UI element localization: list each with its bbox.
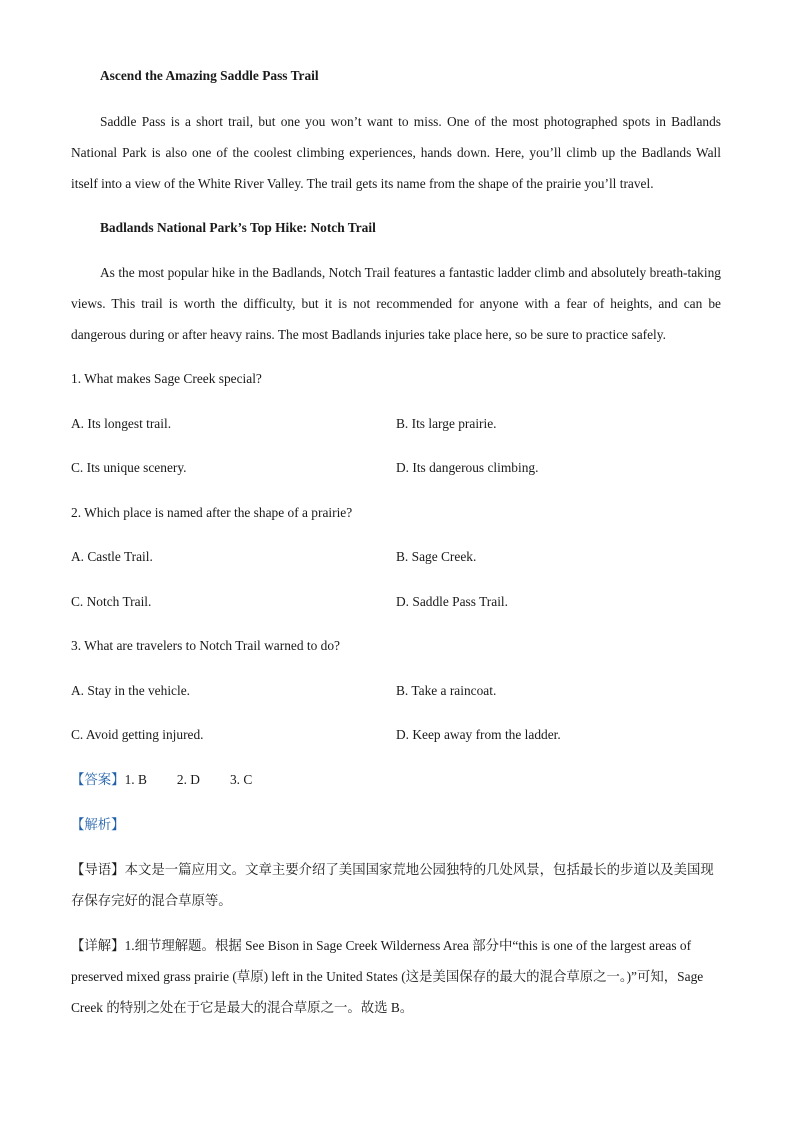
question-3-option-b: B. Take a raincoat. <box>396 683 497 698</box>
guide-text: 本文是一篇应用文。文章主要介绍了美国国家荒地公园独特的几处风景，包括最长的步道以及美国现存保存完好的混合草原等。 <box>71 862 714 908</box>
question-3-option-a: A. Stay in the vehicle. <box>71 683 190 698</box>
analysis-label: 【解析】 <box>71 817 125 832</box>
question-1-option-a: A. Its longest trail. <box>71 416 172 431</box>
detail-text: 1.细节理解题。根据 See Bison in Sage Creek Wilderness Area 部分中“this is one of the largest areas of preserved mixed grass prairie (草原) left in the United States (这是美国保存的最大的混合草原之一。)”可知，Sage Creek 的特别之处在于它是最大的混合草原之一。故选 B。 <box>71 938 704 1015</box>
guide-label: 【导语】 <box>71 862 125 877</box>
question-2-option-b: B. Sage Creek. <box>396 549 477 564</box>
question-3-stem: 3. What are travelers to Notch Trail warned to do? <box>71 638 340 653</box>
detail-block <box>71 930 721 1023</box>
answer-2: 2. D <box>176 772 200 787</box>
paragraph-notch-trail: As the most popular hike in the Badlands, Notch Trail features a fantastic ladder climb and absolutely breath-taking views. This trail is worth the difficulty, but it is not recommended for anyone with a fear of heights, and can be dangerous during or after heavy rains. The most Badlands injuries take place here, so be sure to practice safely. <box>71 265 721 342</box>
question-1-option-d: D. Its dangerous climbing. <box>396 460 539 475</box>
section-heading-saddle-pass: Ascend the Amazing Saddle Pass Trail <box>100 68 319 83</box>
question-1-option-c: C. Its unique scenery. <box>71 460 187 475</box>
question-2-stem: 2. Which place is named after the shape of a prairie? <box>71 505 353 520</box>
paragraph-saddle-pass: Saddle Pass is a short trail, but one you won’t want to miss. One of the most photographed spots in Badlands National Park is also one of the coolest climbing experiences, hands down. Here, you’ll climb up the Badlands Wall itself into a view of the White River Valley. The trail gets its name from the shape of the prairie you’ll travel. <box>71 114 721 191</box>
answer-line <box>71 771 252 789</box>
question-3-option-c: C. Avoid getting injured. <box>71 727 204 742</box>
answer-3: 3. C <box>229 772 253 787</box>
section-heading-notch-trail: Badlands National Park’s Top Hike: Notch Trail <box>100 220 376 235</box>
detail-label: 【详解】 <box>71 938 125 953</box>
guide-block <box>71 854 721 916</box>
question-2-option-d: D. Saddle Pass Trail. <box>396 594 508 609</box>
answer-label: 【答案】 <box>71 772 125 787</box>
question-3-option-d: D. Keep away from the ladder. <box>396 727 561 742</box>
answer-1: 1. B <box>124 772 147 787</box>
question-1-option-b: B. Its large prairie. <box>396 416 497 431</box>
question-2-option-c: C. Notch Trail. <box>71 594 152 609</box>
question-2-option-a: A. Castle Trail. <box>71 549 153 564</box>
question-1-stem: 1. What makes Sage Creek special? <box>71 371 262 386</box>
